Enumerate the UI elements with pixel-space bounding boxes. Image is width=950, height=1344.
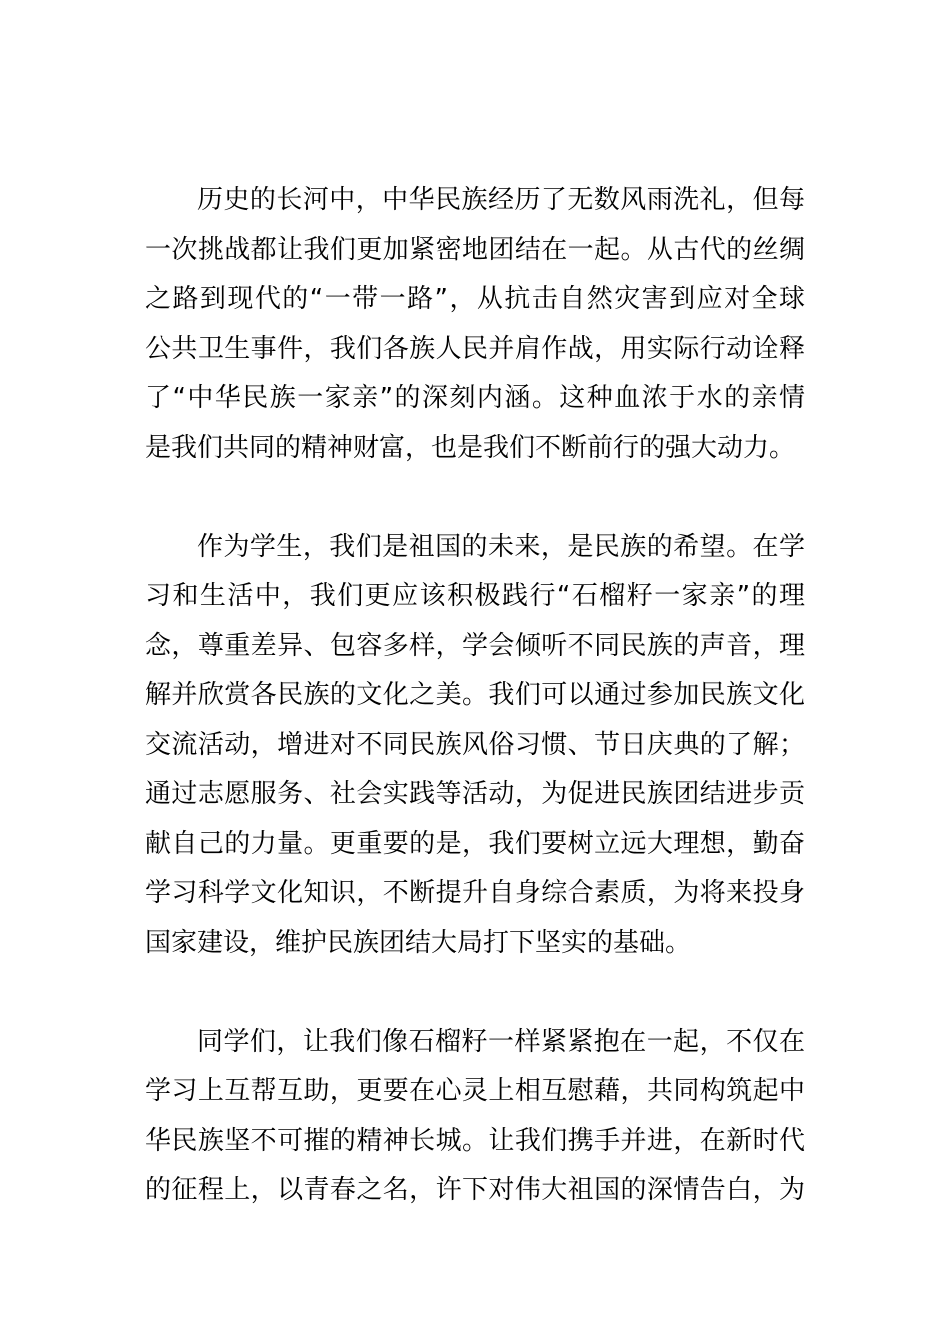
text-line: 一次挑战都让我们更加紧密地团结在一起。从古代的丝绸 <box>145 234 805 265</box>
text-line: 解并欣赏各民族的文化之美。我们可以通过参加民族文化 <box>145 680 805 710</box>
text-line: 的征程上，以青春之名，许下对伟大祖国的深情告白，为 <box>145 1175 805 1205</box>
text-line: 之路到现代的“一带一路”，从抗击自然灾害到应对全球 <box>145 284 805 314</box>
paragraph-3 <box>145 1018 805 1216</box>
text-line: 学习上互帮互助，更要在心灵上相互慰藉，共同构筑起中 <box>145 1076 805 1106</box>
text-line: 作为学生，我们是祖国的未来，是民族的希望。在学 <box>197 531 805 562</box>
text-line: 是我们共同的精神财富，也是我们不断前行的强大动力。 <box>145 432 796 463</box>
text-line: 念，尊重差异、包容多样，学会倾听不同民族的声音，理 <box>145 630 805 661</box>
paragraph-1 <box>145 176 805 473</box>
text-line: 学习科学文化知识，不断提升自身综合素质，为将来投身 <box>145 878 805 908</box>
document-body <box>145 176 805 1265</box>
text-line: 献自己的力量。更重要的是，我们要树立远大理想，勤奋 <box>145 828 805 859</box>
paragraph-2 <box>145 523 805 969</box>
text-line: 历史的长河中，中华民族经历了无数风雨洗礼，但每 <box>197 185 805 215</box>
text-line: 了“中华民族一家亲”的深刻内涵。这种血浓于水的亲情 <box>145 383 805 413</box>
text-line: 华民族坚不可摧的精神长城。让我们携手并进，在新时代 <box>145 1125 805 1156</box>
text-line: 通过志愿服务、社会实践等活动，为促进民族团结进步贡 <box>145 779 805 809</box>
text-line: 公共卫生事件，我们各族人民并肩作战，用实际行动诠释 <box>145 333 805 364</box>
text-line: 习和生活中，我们更应该积极践行“石榴籽一家亲”的理 <box>145 581 805 611</box>
text-line: 交流活动，增进对不同民族风俗习惯、节日庆典的了解； <box>145 729 805 760</box>
text-line: 同学们，让我们像石榴籽一样紧紧抱在一起，不仅在 <box>197 1026 805 1057</box>
text-line: 国家建设，维护民族团结大局打下坚实的基础。 <box>145 927 692 958</box>
